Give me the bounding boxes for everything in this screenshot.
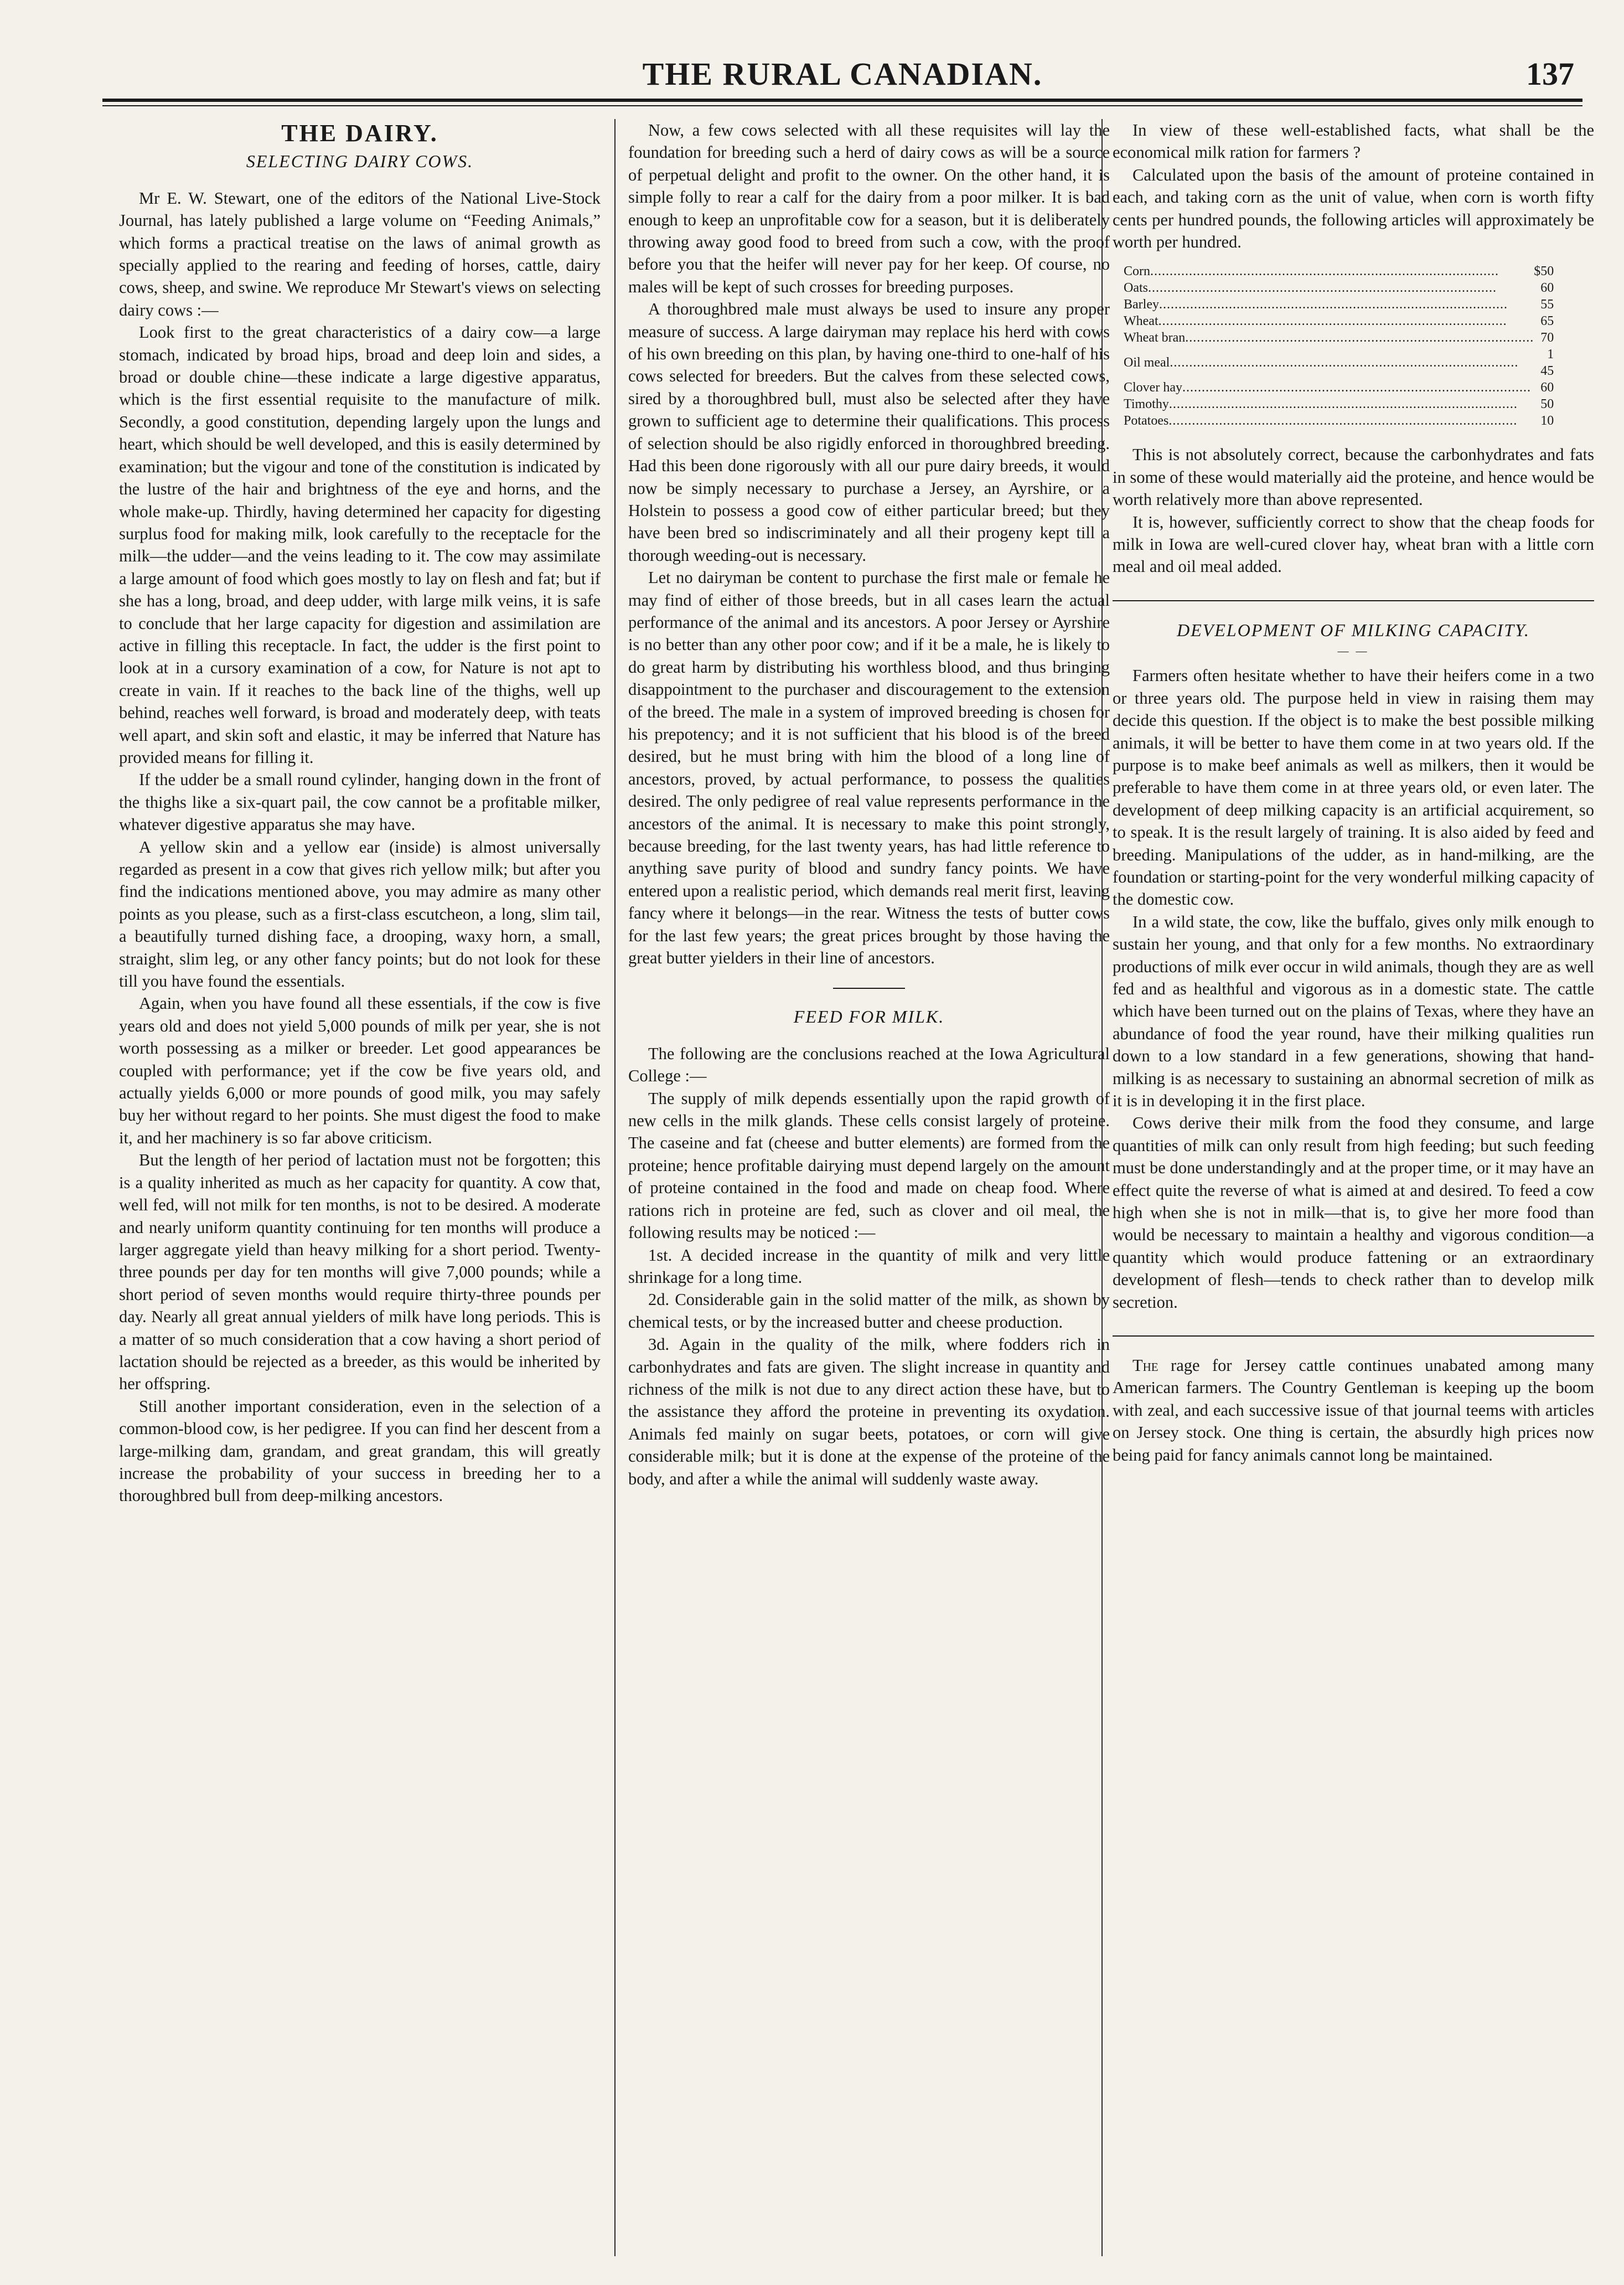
paragraph: Farmers often hesitate whether to have their heifers come in a two or three years old. The purpose held in view in raising them may decide this question. If the object is to make the best possible milking animals, it will be better to have them come in at two years old. If the purpose is to make beef animals as well as milkers, then it would be preferable to have them come in at three years old, or even later. The development of deep milking capacity is an artificial acquirement, so to speak. It is the result largely of training. It is also aided by feed and breeding. Manipulations of the udder, as in hand-milking, are the foundation or starting-point for the very wonderful milking capacity of the domestic cow. [1113, 666, 1594, 909]
paragraph: The following are the conclusions reached at the Iowa Agricultural College :— [628, 1044, 1110, 1086]
price-item: Oats [1124, 281, 1148, 296]
article-heading-development-of-milking-capacity: DEVELOPMENT OF MILKING CAPACITY. [1177, 620, 1530, 640]
price-item: Timothy [1124, 397, 1169, 412]
price-value: 65 [1540, 314, 1554, 329]
paragraph: Still another important consideration, even in the selection of a common-blood cow, is her pedigree. If you can find her descent from a large-milking dam, grandam, and great grandam, this will greatly increase the probability of your success in breeding her to a thoroughbred bull from deep-milking ancestors. [119, 1396, 601, 1505]
price-item: Wheat [1124, 314, 1158, 329]
column-divider [614, 119, 616, 2256]
paragraph: 3d. Again in the quality of the milk, where fodders rich in carbonhydrates and fats are given. The slight increase in quantity and richness of the milk is not due to any direct action these have, but to the assistance they afford the proteine in preventing its oxydation. Animals fed mainly on sugar beets, potatoes, or corn will give considerable milk; but it is done at the expense of the proteine of the body, and after a while the animal will suddenly waste away. [628, 1335, 1110, 1488]
price-table [1124, 263, 1554, 429]
closing-note-text: rage for Jersey cattle continues unabated among many American farmers. The Country Gentleman is keeping up the boom with zeal, and each successive issue of that journal teems with articles on Jersey stock. One thing is certain, the absurdly high prices now being paid for fancy animals cannot long be maintained. [1113, 1356, 1594, 1464]
article-separator [833, 988, 905, 989]
leader-dots: .......................................................................................... [1158, 297, 1508, 312]
price-value: 60 [1540, 281, 1554, 296]
price-row [1124, 329, 1554, 346]
masthead [102, 55, 1582, 100]
column-2 [628, 119, 1110, 2256]
paragraph: Again, when you have found all these essentials, if the cow is five years old and does not yield 5,000 pounds of milk per year, she is not worth possessing as a milker or breeder. Let good appearances be coupled with performance; yet if the cow be five years old, and actually yields 6,000 or more pounds of good milk, you may safely buy her without regard to her points. She must digest the food to make it, and her machinery is so far above criticism. [119, 994, 601, 1147]
price-row [1124, 412, 1554, 429]
price-row [1124, 296, 1554, 313]
price-item: Potatoes [1124, 414, 1169, 429]
price-currency [1534, 296, 1540, 313]
paragraph: A yellow skin and a yellow ear (inside) is almost universally regarded as present in a cow that gives rich yellow milk; but after you find the indications mentioned above, you may admire as many other points as you please, such as a first-class escutcheon, a long, slim tail, a beautifully turned dishing face, a drooping, waxy horn, a small, straight, slim leg, or any other fancy points; but do not look for these till you have found the essentials. [119, 837, 601, 991]
price-currency [1534, 346, 1540, 379]
paragraph: Mr E. W. Stewart, one of the editors of the National Live-Stock Journal, has lately published a large volume on “Feeding Animals,” which forms a practical treatise on the laws of animal growth as specially applied to the rearing and feeding of horses, cattle, dairy cows, sheep, and swine. We reproduce Mr Stewart's views on selecting dairy cows :— [119, 188, 601, 319]
price-currency [1534, 313, 1540, 329]
article-heading-feed-for-milk: FEED FOR MILK. [793, 1007, 945, 1027]
price-currency [1534, 379, 1540, 396]
price-value: 10 [1540, 414, 1554, 429]
paper-title: THE RURAL CANADIAN. [642, 56, 1043, 92]
leader-dots: .......................................................................................... [1170, 355, 1519, 370]
column-1 [119, 119, 601, 2256]
paragraph: It is, however, sufficiently correct to show that the cheap foods for milk in Iowa are well-cured clover hay, wheat bran with a little corn meal and oil meal added. [1113, 512, 1594, 576]
price-item: Corn [1124, 264, 1150, 279]
price-value: 1 45 [1540, 347, 1554, 379]
price-value: 60 [1540, 380, 1554, 395]
paragraph: This is not absolutely correct, because the carbonhydrates and fats in some of these would materially aid the proteine, and hence would be worth relatively more than above represented. [1113, 445, 1594, 509]
price-row [1124, 396, 1554, 412]
price-row [1124, 313, 1554, 329]
price-currency [1534, 412, 1540, 429]
page-number: 137 [1526, 56, 1574, 92]
section-title: THE DAIRY. [281, 120, 438, 147]
paragraph: Let no dairyman be content to purchase the first male or female he may find of either of those breeds, but in all cases learn the actual performance of the animal and its ancestors. A poor Jersey or Ayrshire is no better than any other poor cow; and if it be a male, he is likely to do great harm by distributing his worthless blood, and thus bringing disappointment to the purchaser and discouragement to the extension of the breed. The male in a system of improved breeding is chosen for his prepotency; and it is not sufficient that his blood is of the breed desired, but he must bring with him the blood of a long line of ancestors, proved, by actual performance, to possess the qualities desired. The only pedigree of real value represents performance in the ancestors of the animal. It is necessary to make this point strongly, because breeding, for the last twenty years, has had little reference to anything save purity of blood and sundry fancy points. We have entered upon a realistic period, which demands real merit first, leaving fancy where it belongs—in the rear. Witness the tests of butter cows for the last few years; the great prices brought by those having the great butter yielders in their line of ancestors. [628, 568, 1110, 968]
paragraph: Now, a few cows selected with all these requisites will lay the foundation for breeding such a herd of dairy cows as will be a source of perpetual delight and profit to the owner. On the other hand, it is simple folly to rear a calf for the dairy from a poor milker. It is bad enough to keep an unprofitable cow for a season, but it is deliberately throwing away good food to breed from such a cow, with the proof before you that the heifer will never pay for her keep. Of course, no males will be kept of such crosses for breeding purposes. [628, 121, 1110, 296]
paragraph: 2d. Considerable gain in the solid matter of the milk, as shown by chemical tests, or by the increased butter and cheese production. [628, 1290, 1110, 1332]
article-separator [1113, 1335, 1594, 1337]
closing-note [1113, 1354, 1594, 1466]
price-currency [1534, 280, 1540, 296]
price-value: 50 [1540, 397, 1554, 412]
price-value: 55 [1540, 297, 1554, 312]
paragraph: In a wild state, the cow, like the buffalo, gives only milk enough to sustain her young, and that only for a few months. No extraordinary productions of milk ever occur in wild animals, though they are as well fed and as healthful and vigorous as in a domestic state. The cattle which have been turned out on the plains of Texas, where they have an abundance of food the year round, have their milking qualities run down to a low standard in a few generations, showing that hand-milking is as necessary to sustaining an abnormal secretion of milk as it is in developing it in the first place. [1113, 912, 1594, 1110]
article-heading-selecting-dairy-cows: SELECTING DAIRY COWS. [246, 151, 474, 172]
price-item: Oil meal [1124, 355, 1170, 370]
price-row [1124, 379, 1554, 396]
price-item: Wheat bran [1124, 331, 1186, 345]
leader-dots: .......................................................................................... [1168, 414, 1518, 429]
leader-dots: .......................................................................................... [1158, 314, 1507, 329]
price-value: 50 [1540, 264, 1554, 279]
leader-dots: .......................................................................................... [1150, 264, 1499, 279]
paragraph: The supply of milk depends essentially upon the rapid growth of new cells in the milk glands. These cells consist largely of proteine. The caseine and fat (cheese and butter elements) are formed from the proteine; hence profitable dairying must depend largely on the amount of proteine contained in the food and made on cheap food. Where rations rich in proteine are fed, such as clover and oil meal, the following results may be noticed :— [628, 1089, 1110, 1242]
leader-dots: .......................................................................................... [1185, 331, 1534, 345]
closing-note-lead: The [1132, 1356, 1158, 1375]
price-currency [1534, 329, 1540, 346]
leader-dots: .......................................................................................... [1148, 281, 1497, 296]
price-row [1124, 263, 1554, 280]
paragraph: Calculated upon the basis of the amount of proteine contained in each, and taking corn as the unit of value, when corn is worth fifty cents per hundred pounds, the following articles will approximately be worth per hundred. [1113, 165, 1594, 252]
paragraph: In view of these well-established facts, what shall be the economical milk ration for farmers ? [1113, 121, 1594, 162]
price-row [1124, 346, 1554, 379]
price-item: Barley [1124, 297, 1159, 312]
paragraph: Cows derive their milk from the food they consume, and large quantities of milk can only result from high feeding; but such feeding must be done understandingly and at the proper time, or it may have an effect quite the reverse of what is aimed at and desired. To feed a cow high when she is not in milk—that is, to give her more food than would be necessary to maintain a healthy and vigorous condition—a quantity which would produce fattening or an extraordinary development of flesh—tends to check rather than to develop milk secretion. [1113, 1113, 1594, 1312]
price-row [1124, 280, 1554, 296]
header-rule-thick [102, 99, 1582, 102]
leader-dots: .......................................................................................... [1168, 397, 1518, 412]
header-rule-thin [102, 105, 1582, 106]
article-separator [1113, 600, 1594, 601]
paragraph: But the length of her period of lactation must not be forgotten; this is a quality inherited as much as her capacity for quantity. A cow that, well fed, will not milk for ten months, is not to be desired. A moderate and nearly uniform quantity continuing for ten months will produce a larger aggregate yield than heavy milking for a short period. Twenty-three pounds per day for ten months will give 7,000 pounds; while a short period of seven months would require thirty-three pounds per day. Nearly all great annual yielders of milk have long periods. This is a matter of so much consideration that a cow having a short period of lactation should be rejected as a breeder, as this would be inherited by her offspring. [119, 1151, 601, 1394]
price-currency [1534, 396, 1540, 412]
paragraph: Look first to the great characteristics of a dairy cow—a large stomach, indicated by broad hips, broad and deep loin and sides, a broad or double chine—these indicate a large digestive apparatus, which is the first essential requisite to the manufacture of milk. Secondly, a good constitution, depending largely upon the lungs and heart, which should be well developed, and this is easily determined by examination; but the vigour and tone of the constitution is indicated by the lustre of the hair and brightness of the eye and horns, and the whole make-up. Thirdly, having determined her capacity for digesting surplus food for making milk, look carefully to the receptacle for the milk—the udder—and the veins leading to it. The cow may assimilate a large amount of food which goes mostly to lay on flesh and fat; but if she has a long, broad, and deep udder, with large milk veins, it is safe to conclude that her large capacity for digestion and assimilation are active in filling this receptacle. In fact, the udder is the first point to look at in a cursory examination of a cow, for Nature is not apt to create in vain. If it reaches to the back line of the thighs, well up behind, reaches well forward, is broad and moderately deep, with teats well apart, and skin soft and elastic, it may be inferred that Nature has provided means for filling it. [119, 323, 601, 767]
paragraph: If the udder be a small round cylinder, hanging down in the front of the thighs like a six-quart pail, the cow cannot be a profitable milker, whatever digestive apparatus she may have. [119, 770, 601, 834]
price-item: Clover hay [1124, 380, 1182, 395]
leader-dots: .......................................................................................... [1182, 380, 1531, 395]
paragraph: A thoroughbred male must always be used to insure any proper measure of success. A large dairyman may replace his herd with cows of his own breeding on this plan, by having one-third to one-half of his cows selected for breeders. But the calves from these selected cows, sired by a thoroughbred bull, must also be selected after they have grown to sufficient age to determine their qualifications. This process of selection should be also rigidly enforced in thoroughbred breeding. Had this been done rigorously with all our pure dairy breeds, it would now be simply necessary to purchase a Jersey, an Ayrshire, or a Holstein to possess a good cow of either particular breed; but they have been bred so indiscriminately and all their progeny kept till a thorough weeding-out is necessary. [628, 300, 1110, 565]
paragraph: 1st. A decided increase in the quantity of milk and very little shrinkage for a long time. [628, 1245, 1110, 1287]
price-currency: $ [1534, 264, 1541, 279]
price-value: 70 [1540, 331, 1554, 345]
column-3 [1113, 119, 1594, 2256]
heading-ornament: — — [1337, 645, 1369, 658]
